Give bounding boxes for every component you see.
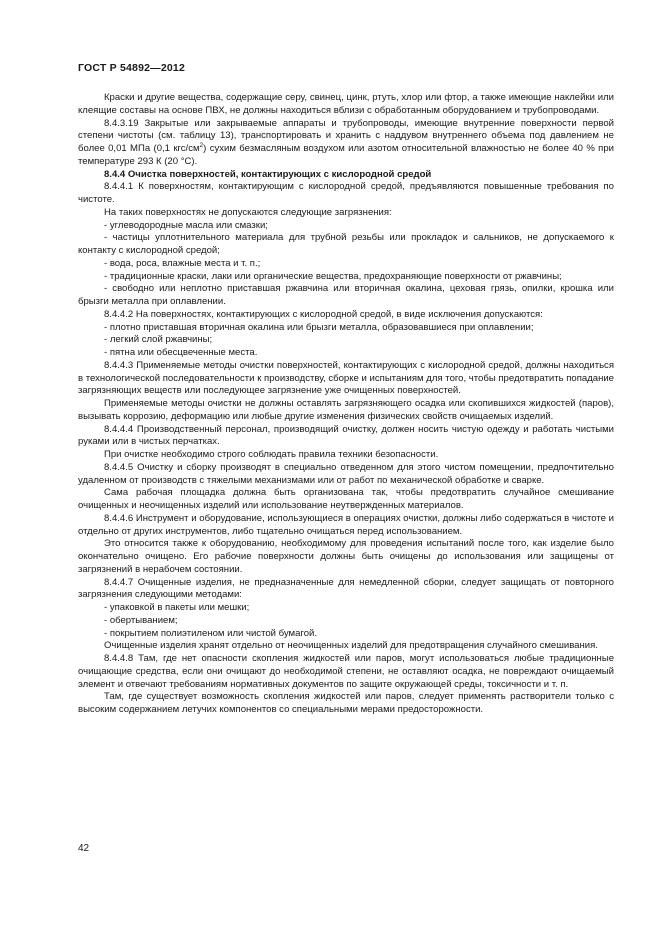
list-item: - свободно или неплотно приставшая ржавчина или вторичная окалина, цеховая грязь, опилки, крошка или брызги металла при оплавлении.	[78, 283, 614, 307]
paragraph: 8.4.4.8 Там, где нет опасности скопления жидкостей или паров, могут использоваться любые традиционные очищающие средства, если они очищают до необходимой степени, не оставляют осадка, не повреждают очищаемый элемент и отвечают требованиям нормативных документов по защите окружающей среды, токсичности и т. п.	[78, 653, 614, 690]
list-item: - частицы уплотнительного материала для трубной резьбы или прокладок и сальников, не допускаемого к контакту с кислородной средой;	[78, 232, 614, 256]
list-item: - традиционные краски, лаки или органические вещества, предохраняющие поверхности от ржавчины;	[104, 270, 562, 282]
list-item: - вода, роса, влажные места и т. п.;	[104, 257, 261, 269]
paragraph: При очистке необходимо строго соблюдать правила техники безопасности.	[104, 449, 439, 460]
document-header: ГОСТ Р 54892—2012	[78, 62, 186, 74]
list-item: - плотно приставшая вторичная окалина или брызги металла, образовавшиеся при оплавлении;	[104, 321, 534, 333]
list-item: - упаковкой в пакеты или мешки;	[104, 602, 250, 613]
section-heading: 8.4.4 Очистка поверхностей, контактирующих с кислородной средой	[104, 168, 432, 180]
paragraph-text: 8.4.3.19 Закрытые или закрываемые аппараты и трубопроводы, имеющие внутренние поверхности первой степени чистоты (см. таблицу 13), транспортировать и хранить с наддувом внутреннего объема под давлением не более 0,01 МПа (0,1 кгс/см	[78, 117, 614, 154]
paragraph: 8.4.4.6 Инструмент и оборудование, использующиеся в операциях очистки, должны либо содержаться в чистоте и отдельно от других инструментов, либо тщательно очищаться перед использованием.	[78, 512, 614, 537]
list-item: - покрытием полиэтиленом или чистой бумагой.	[104, 627, 318, 639]
list-item: - углеводородные масла или смазки;	[104, 219, 268, 231]
list-item: - пятна или обесцвеченные места.	[104, 347, 258, 358]
paragraph: Там, где существует возможность скопления жидкостей или паров, следует применять растворители только с высоким содержанием летучих компонентов со специальными мерами предосторожности.	[78, 691, 614, 715]
superscript: 2	[199, 141, 204, 149]
list-item: - легкий слой ржавчины;	[104, 334, 213, 346]
list-item: - обертыванием;	[104, 614, 178, 626]
paragraph: 8.4.4.2 На поверхностях, контактирующих с кислородной средой, в виде исключения допускаются:	[104, 308, 543, 320]
paragraph: Это относится также к оборудованию, необходимому для проведения испытаний после того, как изделие было окончательно очищено. Его рабочие поверхности должны быть очищены до использования или защищены от загрязнений в нерабочем состоянии.	[78, 538, 614, 575]
paragraph-tail: ) сухим безмасляным воздухом или азотом относительной влажностью не более 40 % при температуре 293 К (20 °С).	[78, 143, 614, 167]
paragraph: Очищенные изделия хранят отдельно от неочищенных изделий для предотвращения случайного смешивания.	[104, 640, 598, 652]
paragraph	[78, 118, 614, 169]
document-body	[78, 92, 614, 717]
page-number: 42	[78, 843, 90, 854]
paragraph: Сама рабочая площадка должна быть организована так, чтобы предотвратить случайное смешивание очищенных и неочищенных изделий или использование неутвержденных материалов.	[78, 487, 614, 511]
paragraph: Краски и другие вещества, содержащие серу, свинец, цинк, ртуть, хлор или фтор, а также имеющие наклейки или клеящие составы на основе ПВХ, не должны находиться вблизи с обработанным оборудованием и трубопроводами.	[78, 92, 614, 116]
paragraph: 8.4.4.1 К поверхностям, контактирующим с кислородной средой, предъявляются повышенные требования по чистоте.	[78, 181, 614, 205]
paragraph: 8.4.4.4 Производственный персонал, производящий очистку, должен носить чистую одежду и работать чистыми руками или в чистых перчатках.	[78, 423, 614, 448]
paragraph: 8.4.4.3 Применяемые методы очистки поверхностей, контактирующих с кислородной средой, должны находиться в технологической последовательности к производству, сборке и испытаниям для того, чтобы предотвратить попадание загрязняющих веществ или последующее загрязнение уже очищенных поверхностей.	[78, 359, 614, 397]
paragraph: 8.4.4.7 Очищенные изделия, не предназначенные для немедленной сборки, следует защищать от повторного загрязнения следующими методами:	[78, 576, 614, 601]
paragraph: Применяемые методы очистки не должны оставлять загрязняющего осадка или скопившихся жидкостей (паров), вызывать коррозию, деформацию или любые другие изменения физических свойств очищаемых изделий.	[78, 398, 614, 422]
paragraph: На таких поверхностях не допускаются следующие загрязнения:	[104, 206, 392, 218]
paragraph: 8.4.4.5 Очистку и сборку производят в специально отведенном для этого чистом помещении, предпочтительно удаленном от производств с тяжелыми механизмами или от работ по механической обработке и сварке.	[78, 461, 614, 486]
